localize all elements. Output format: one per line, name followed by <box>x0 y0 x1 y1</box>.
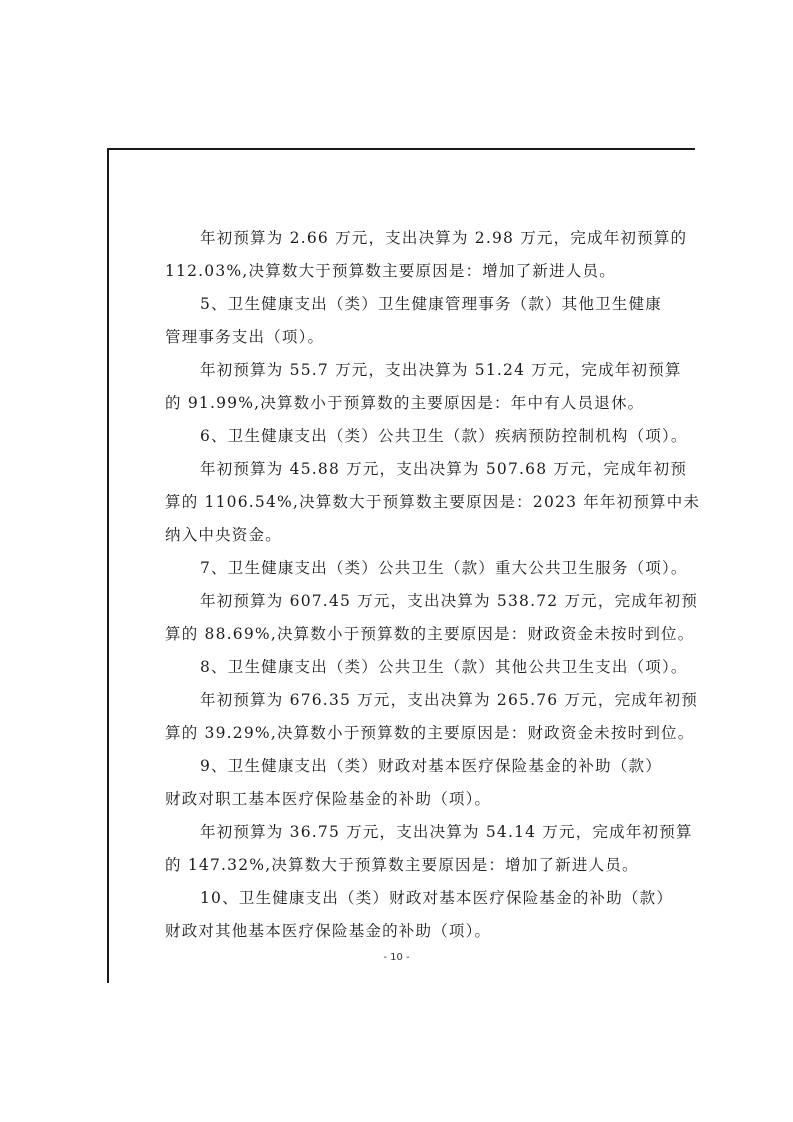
page-number: - 10 - <box>383 952 410 963</box>
paragraph-line: 算的 39.29%,决算数小于预算数的主要原因是：财政资金未按时到位。 <box>165 724 695 742</box>
section-heading-line: 财政对职工基本医疗保险基金的补助（项）。 <box>165 790 492 808</box>
section-heading-line: 8、卫生健康支出（类）公共卫生（款）其他公共卫生支出（项）。 <box>200 658 688 676</box>
section-heading-line: 7、卫生健康支出（类）公共卫生（款）重大公共卫生服务（项）。 <box>200 559 688 577</box>
paragraph-line: 纳入中央资金。 <box>165 526 282 544</box>
section-heading-line: 9、卫生健康支出（类）财政对基本医疗保险基金的补助（款） <box>200 757 662 775</box>
paragraph-line: 年初预算为 2.66 万元，支出决算为 2.98 万元，完成年初预算的 <box>200 229 688 247</box>
section-heading-line: 5、卫生健康支出（类）卫生健康管理事务（款）其他卫生健康 <box>200 295 662 313</box>
paragraph-line: 年初预算为 55.7 万元，支出决算为 51.24 万元，完成年初预算 <box>200 361 682 379</box>
scan-border-top <box>107 148 695 150</box>
paragraph-line: 算的 1106.54%,决算数大于预算数主要原因是：2023 年年初预算中未 <box>165 493 701 511</box>
section-heading-line: 管理事务支出（项）。 <box>165 328 325 346</box>
paragraph-line: 112.03%,决算数大于预算数主要原因是：增加了新进人员。 <box>165 262 616 280</box>
paragraph-line: 年初预算为 45.88 万元，支出决算为 507.68 万元，完成年初预 <box>200 460 688 478</box>
paragraph-line: 年初预算为 676.35 万元，支出决算为 265.76 万元，完成年初预 <box>200 691 699 709</box>
paragraph-line: 的 147.32%,决算数大于预算数主要原因是：增加了新进人员。 <box>165 856 639 874</box>
section-heading-line: 10、卫生健康支出（类）财政对基本医疗保险基金的补助（款） <box>200 889 674 907</box>
scan-border-left <box>107 148 109 983</box>
section-heading-line: 财政对其他基本医疗保险基金的补助（项）。 <box>165 922 492 940</box>
paragraph-line: 的 91.99%,决算数小于预算数的主要原因是：年中有人员退休。 <box>165 394 645 412</box>
paragraph-line: 年初预算为 607.45 万元，支出决算为 538.72 万元，完成年初预 <box>200 592 699 610</box>
paragraph-line: 年初预算为 36.75 万元，支出决算为 54.14 万元，完成年初预算 <box>200 823 693 841</box>
paragraph-line: 算的 88.69%,决算数小于预算数的主要原因是：财政资金未按时到位。 <box>165 625 695 643</box>
section-heading-line: 6、卫生健康支出（类）公共卫生（款）疾病预防控制机构（项）。 <box>200 427 688 445</box>
